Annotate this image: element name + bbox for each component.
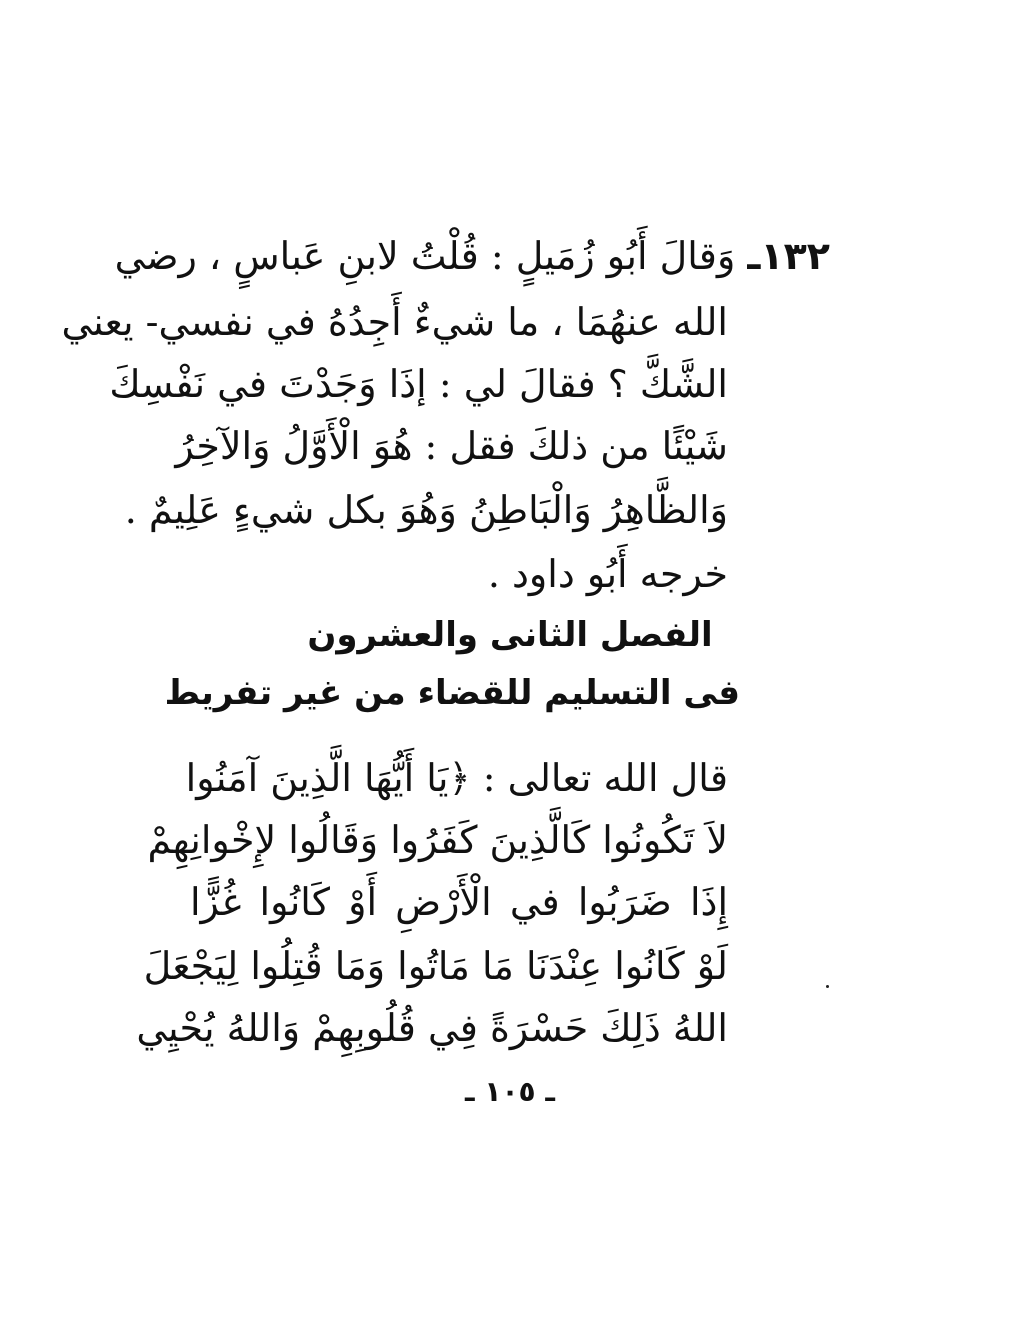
quran-line-3: إِذَا ضَرَبُوا في الْأَرْضِ أَوْ كَانُوا غُزًّا [190, 880, 728, 924]
paragraph-132-line-6: خرجه أَبُو داود . [487, 552, 728, 596]
paragraph-number: ١٣٢ـ [747, 234, 830, 278]
scan-speck [826, 985, 829, 988]
paragraph-132-line-4: شَيْئًا من ذلكَ فقل : هُوَ الْأَوَّلُ وَالآخِرُ [175, 424, 728, 468]
page-number: ـ ١٠٥ ـ [465, 1075, 555, 1108]
quran-line-1: قال الله تعالى : ﴿يَا أَيُّهَا الَّذِينَ آمَنُوا [185, 756, 728, 800]
quran-line-5: اللهُ ذَلِكَ حَسْرَةً فِي قُلُوبِهِمْ وَاللهُ يُحْيِي [136, 1006, 728, 1050]
chapter-title: الفصل الثانى والعشرون [307, 615, 713, 655]
chapter-subtitle: فى التسليم للقضاء من غير تفريط [164, 673, 740, 713]
paragraph-text: وَقالَ أَبُو زُمَيلٍ : قُلْتُ لابنِ عَباسٍ ، رضي [114, 234, 736, 278]
paragraph-132-line-3: الشَّكَّ ؟ فقالَ لي : إذَا وَجَدْتَ في نَفْسِكَ [109, 362, 728, 406]
paragraph-132-line-2: الله عنهُمَا ، ما شيءٌ أَجِدُهُ في نفسي- يعني [61, 300, 728, 344]
quran-line-4: لَوْ كَانُوا عِنْدَنَا مَا مَاتُوا وَمَا قُتِلُوا لِيَجْعَلَ [143, 944, 728, 988]
paragraph-132-line-5: وَالظَّاهِرُ وَالْبَاطِنُ وَهُوَ بكل شيءٍ عَلِيمٌ . [124, 488, 728, 532]
paragraph-132-line-1 [114, 226, 830, 286]
quran-line-2: لاَ تَكُونُوا كَالَّذِينَ كَفَرُوا وَقَالُوا لإِخْوانِهِمْ [147, 818, 728, 862]
